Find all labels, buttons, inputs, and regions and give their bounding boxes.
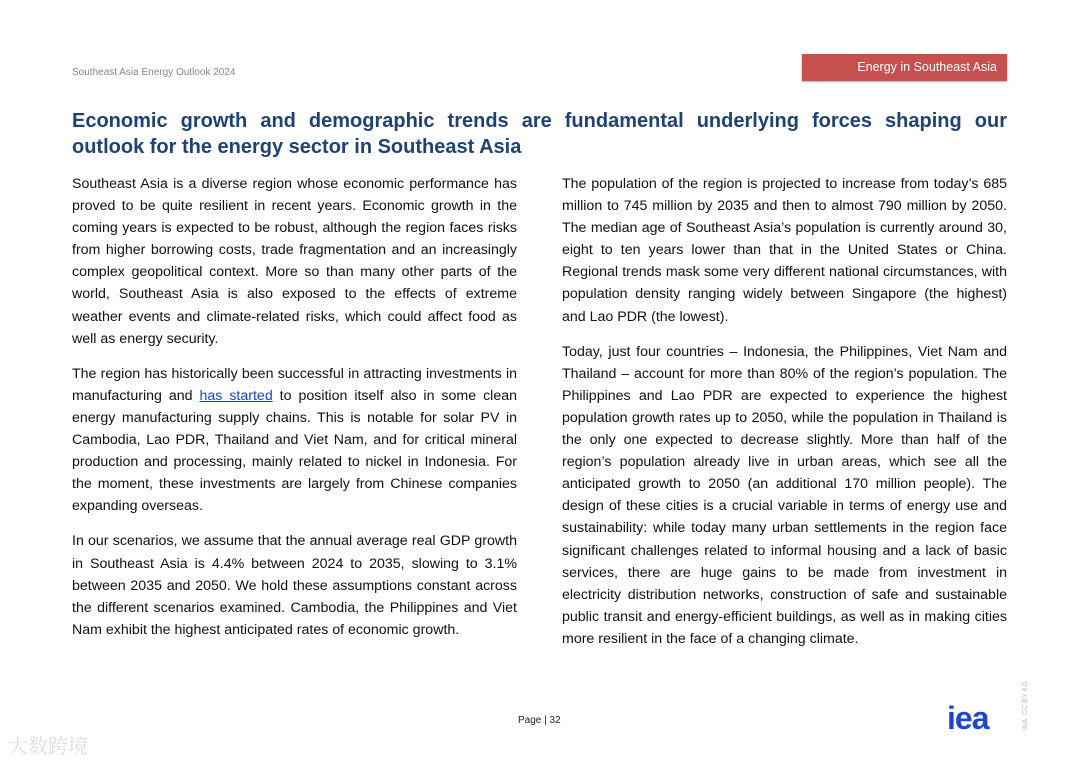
iea-logo: iea — [947, 700, 989, 736]
license-text: IEA. CC BY 4.0. — [1022, 680, 1029, 731]
has-started-link[interactable]: has started — [199, 387, 273, 404]
watermark: 大数跨境 — [8, 736, 88, 758]
left-column — [72, 173, 517, 654]
section-tag: Energy in Southeast Asia — [802, 54, 1007, 81]
paragraph: In our scenarios, we assume that the annual average real GDP growth in Southeast Asia is 4.4% between 2024 to 2035, slowing to 3.1% between 2035 and 2050. We hold these assumptions constant across the different scenarios examined. Cambodia, the Philippines and Viet Nam exhibit the highest anticipated rates of economic growth. — [72, 533, 517, 638]
right-column — [562, 173, 1007, 663]
text: The region has historically been successful in attracting investments in manufacturing and — [72, 365, 517, 404]
paragraph: Southeast Asia is a diverse region whose economic performance has proved to be quite resilient in recent years. Economic growth in the coming years is expected to be robust, although the region faces risks from higher borrowing costs, trade fragmentation and an increasingly complex geopolitical context. More so than many other parts of the world, Southeast Asia is also exposed to the effects of extreme weather events and climate-related risks, which could affect food as well as energy security. — [72, 176, 517, 347]
report-title: Southeast Asia Energy Outlook 2024 — [72, 67, 236, 78]
paragraph: The population of the region is projected to increase from today’s 685 million to 745 million by 2035 and then to almost 790 million by 2050. The median age of Southeast Asia’s population is currently around 30, eight to ten years lower than that in the United States or China. Regional trends mask some very different national circumstances, with population density ranging widely between Singapore (the highest) and Lao PDR (the lowest). — [562, 176, 1007, 325]
page-title: Economic growth and demographic trends are fundamental underlying forces shaping our outlook for the energy sector in Southeast Asia — [72, 110, 1007, 158]
page-number: Page | 32 — [518, 715, 561, 726]
paragraph — [72, 363, 517, 518]
text: to position itself also in some clean energy manufacturing supply chains. This is notable for solar PV in Cambodia, Lao PDR, Thailand and Viet Nam, and for critical mineral production and processing, mainly related to nickel in Indonesia. For the moment, these investments are largely from Chinese companies expanding overseas. — [72, 387, 517, 515]
paragraph: Today, just four countries – Indonesia, the Philippines, Viet Nam and Thailand – account for more than 80% of the region’s population. The Philippines and Lao PDR are expected to experience the highest population growth rates up to 2050, while the population in Thailand is the only one expected to decrease slightly. More than half of the region’s population already live in urban areas, which see all the anticipated growth to 2050 (an additional 170 million people). The design of these cities is a crucial variable in terms of energy use and sustainability: while today many urban settlements in the region face significant challenges related to informal housing and a lack of basic services, there are huge gains to be made from investment in electricity distribution networks, construction of safe and sustainable public transit and energy-efficient buildings, as well as in making cities more resilient in the face of a changing climate. — [562, 343, 1007, 647]
